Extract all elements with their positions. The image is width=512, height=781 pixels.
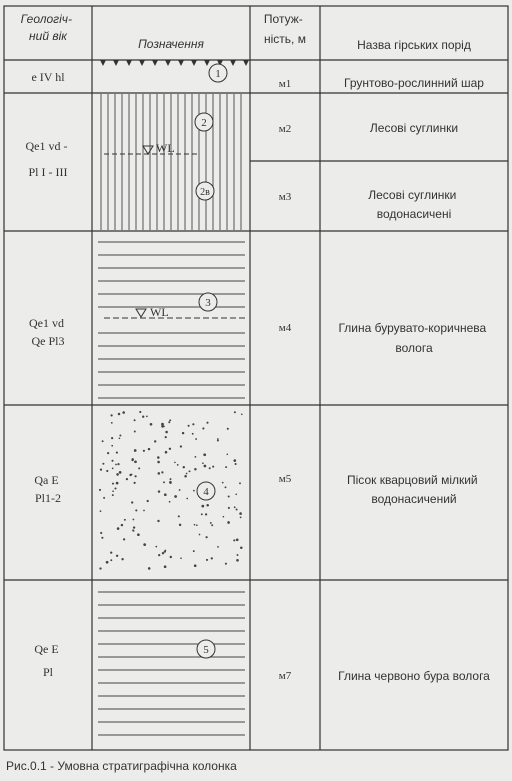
age-layer-5 [34,642,61,679]
sand-dot [209,467,211,469]
header-thickness-line-1: Потуж- [263,12,303,26]
sand-dot [240,546,243,549]
sand-dot [139,411,141,413]
sand-dot [226,453,228,455]
sand-dot [116,482,119,485]
sand-pattern [99,411,243,570]
sand-dot [111,422,113,424]
clay-pattern-red [98,592,245,735]
sand-dot [102,440,104,442]
sand-dot [212,466,214,468]
sand-dot [164,565,167,568]
sand-dot [179,489,181,491]
age-layer-2 [26,139,71,179]
sand-dot [110,559,112,561]
layer-marker-5 [197,640,215,658]
sand-dot [99,567,101,569]
sand-dot [235,493,237,495]
sand-dot [101,537,103,539]
age-layer-3-line-2: Qe Pl3 [31,334,65,348]
sand-dot [240,517,242,519]
layer-marker-2v [196,182,214,200]
sand-dot [169,448,171,450]
sand-dot [180,557,182,559]
table-grid [4,6,508,750]
sand-dot [211,557,213,559]
sand-dot [157,456,160,459]
sand-dot [195,456,197,458]
sand-dot [202,427,204,429]
sand-dot [193,490,195,492]
sand-dot [237,554,239,556]
sand-dot [119,438,121,440]
sand-dot [131,474,133,476]
sand-dot [194,524,196,526]
sand-dot [148,567,151,570]
sand-dot [134,449,137,452]
sand-dot [170,478,172,480]
sand-dot [165,550,167,552]
sand-dot [157,461,160,464]
sand-dot [155,546,157,548]
sand-dot [137,533,140,536]
water-level-label-1: WL [156,141,175,155]
header-age [21,12,76,43]
sand-dot [143,510,145,512]
layer-marker-3 [199,293,217,311]
sand-dot [225,486,227,488]
sand-dot [225,466,227,468]
sand-dot [146,416,148,418]
sand-dot [135,509,137,511]
age-layer-1: e IV hl [31,70,65,84]
sand-dot [183,466,185,468]
sand-dot [121,558,123,560]
sand-dot [206,559,208,561]
sand-dot [111,460,113,462]
rock-name-layer-3-line-2: волога [395,341,433,355]
sand-dot [192,423,194,425]
sand-dot [119,471,122,474]
sand-dot [111,445,113,447]
sand-dot [126,478,128,480]
sand-dot [193,550,195,552]
sand-dot [132,529,134,531]
sand-dot [234,411,236,413]
sand-dot [134,475,136,477]
age-layer-4-line-1: Qa E [34,473,59,487]
sand-dot [202,462,204,464]
sand-dot [194,564,197,567]
sand-dot [188,425,190,427]
header-rock-name: Назва гірських порід [357,38,471,52]
sand-dot [110,551,112,553]
sand-dot [112,483,114,485]
thickness-layer-2v: м3 [278,191,292,203]
sand-dot [206,504,209,507]
sand-dot [162,552,164,554]
sand-dot [138,467,140,469]
rock-name-layer-3-line-1: Глина бурувато-коричнева [338,321,487,335]
age-layer-4-line-2: Pl1-2 [34,491,62,505]
sand-dot [222,482,224,484]
marker-label-1: 1 [215,68,221,80]
sand-dot [239,512,242,515]
sand-dot [164,493,167,496]
marker-label-3: 3 [205,297,211,309]
sand-dot [165,451,168,454]
sand-dot [169,501,171,503]
sand-dot [206,536,208,538]
sand-dot [131,459,133,461]
sand-dot [150,423,153,426]
sand-dot [106,561,109,564]
water-level-1 [104,141,200,155]
sand-dot [123,538,125,540]
sand-dot [227,428,229,430]
sand-dot [158,490,160,492]
sand-dot [116,452,118,454]
layer-marker-1 [209,64,227,82]
sand-dot [169,419,171,421]
age-layer-3-line-1: Qe1 vd [29,316,64,330]
rock-name-layer-5: Глина червоно бура волога [338,669,490,683]
sand-dot [107,452,109,454]
rock-name-layer-2v-line-1: Лесові суглинки [368,188,457,202]
sand-dot [204,465,207,468]
age-layer-5-line-1: Qe E [34,642,59,656]
header-symbol: Позначення [138,37,204,51]
clay-pattern-brown [98,242,245,398]
sand-dot [134,460,137,463]
marker-label-2v: 2в [200,187,210,198]
marker-label-2: 2 [201,117,207,129]
sand-dot [179,524,181,526]
rock-name-layer-4-line-2: водонасичений [371,492,457,506]
layer-marker-2 [195,113,213,131]
sand-dot [241,413,243,415]
layer-marker-4 [197,482,215,500]
loess-pattern [101,94,241,230]
sand-dot [134,482,136,484]
rock-name-layer-2v [368,188,459,221]
sand-dot [199,534,201,536]
sand-dot [100,468,102,470]
thickness-layer-1: м1 [278,78,292,90]
sand-dot [203,453,206,456]
sand-dot [182,432,184,434]
sand-dot [133,526,135,528]
rock-name-layer-1: Грунтово-рослинний шар [344,76,484,90]
sand-dot [201,505,204,508]
sand-dot [234,506,236,508]
soil-pattern [100,60,249,66]
sand-dot [165,436,167,438]
sand-dot [116,555,118,557]
sand-dot [117,527,120,530]
sand-dot [124,519,126,521]
sand-dot [112,490,114,492]
sand-dot [239,482,241,484]
sand-dot [169,482,171,484]
sand-dot [186,498,188,500]
sand-dot [194,468,196,470]
sand-dot [100,510,102,512]
sand-dot [143,450,145,452]
sand-dot [143,543,146,546]
sand-dot [111,437,113,439]
sand-dot [196,524,198,526]
sand-dot [217,546,219,548]
sand-dot [178,515,180,517]
age-layer-5-line-2: Pl [42,665,54,679]
sand-dot [134,419,136,421]
age-layer-3 [29,316,67,348]
sand-dot [161,471,163,473]
sand-dot [170,556,172,558]
sand-dot [112,468,114,470]
sand-dot [142,416,144,418]
sand-dot [228,495,230,497]
sand-dot [206,422,208,424]
sand-dot [189,470,191,472]
sand-dot [168,421,170,423]
sand-dot [217,439,219,441]
sand-dot [158,554,160,556]
sand-dot [157,520,159,522]
sand-dot [174,462,176,464]
sand-dot [228,507,230,509]
sand-dot [177,464,179,466]
sand-dot [236,509,238,511]
marker-label-5: 5 [203,644,209,656]
sand-dot [233,539,235,541]
rock-name-layer-2: Лесові суглинки [369,121,459,135]
sand-dot [180,445,182,447]
rock-name-layer-4 [347,473,481,506]
sand-dot [121,524,123,526]
sand-dot [116,473,119,476]
sand-dot [210,522,212,524]
header-age-line-2: ний вік [29,29,67,43]
sand-dot [106,470,108,472]
sand-dot [236,559,239,562]
sand-dot [103,497,105,499]
age-layer-4 [34,473,61,505]
sand-dot [147,500,149,502]
age-layer-2-line-1: Qe1 vd - [25,139,68,153]
sand-dot [225,563,227,565]
sand-dot [102,463,104,465]
sand-dot [192,433,194,435]
sand-dot [184,475,187,478]
header-thickness [264,12,306,46]
sand-dot [211,524,213,526]
marker-label-4: 4 [203,486,209,498]
water-level-label-2: WL [150,305,169,319]
sand-dot [110,414,112,416]
header-age-line-1: Геологіч- [20,12,72,26]
header-thickness-line-2: ність, м [264,32,306,46]
sand-dot [112,494,114,496]
sand-dot [122,411,125,414]
sand-dot [100,532,102,534]
sand-dot [115,464,117,466]
thickness-layer-2: м2 [278,123,292,135]
sand-dot [161,423,164,426]
sand-dot [223,516,225,518]
sand-dot [114,487,116,489]
sand-dot [118,413,121,416]
sand-dot [158,472,161,475]
rock-name-layer-4-line-1: Пісок кварцовий мілкий [347,473,478,487]
thickness-layer-5: м7 [278,670,292,682]
sand-dot [201,513,203,515]
sand-dot [117,463,119,465]
sand-dot [134,431,136,433]
thickness-layer-4: м5 [278,473,292,485]
thickness-layer-3: м4 [278,322,292,334]
sand-dot [236,538,239,541]
sand-dot [148,448,150,450]
sand-dot [235,463,237,465]
age-layer-2-line-2: Pl I - III [28,165,68,179]
sand-dot [119,435,121,437]
sand-dot [133,519,135,521]
sand-dot [165,431,168,434]
rock-name-layer-3 [338,321,489,355]
figure-caption: Рис.0.1 - Умовна стратиграфічна колонка [6,759,237,773]
sand-dot [131,501,133,503]
sand-dot [186,473,188,475]
sand-dot [205,513,207,515]
rock-name-layer-2v-line-2: водонасичені [376,207,452,221]
sand-dot [233,459,236,462]
sand-dot [227,521,230,524]
sand-dot [99,489,101,491]
sand-dot [154,440,156,442]
sand-dot [174,495,177,498]
sand-dot [163,481,165,483]
sand-dot [195,438,197,440]
